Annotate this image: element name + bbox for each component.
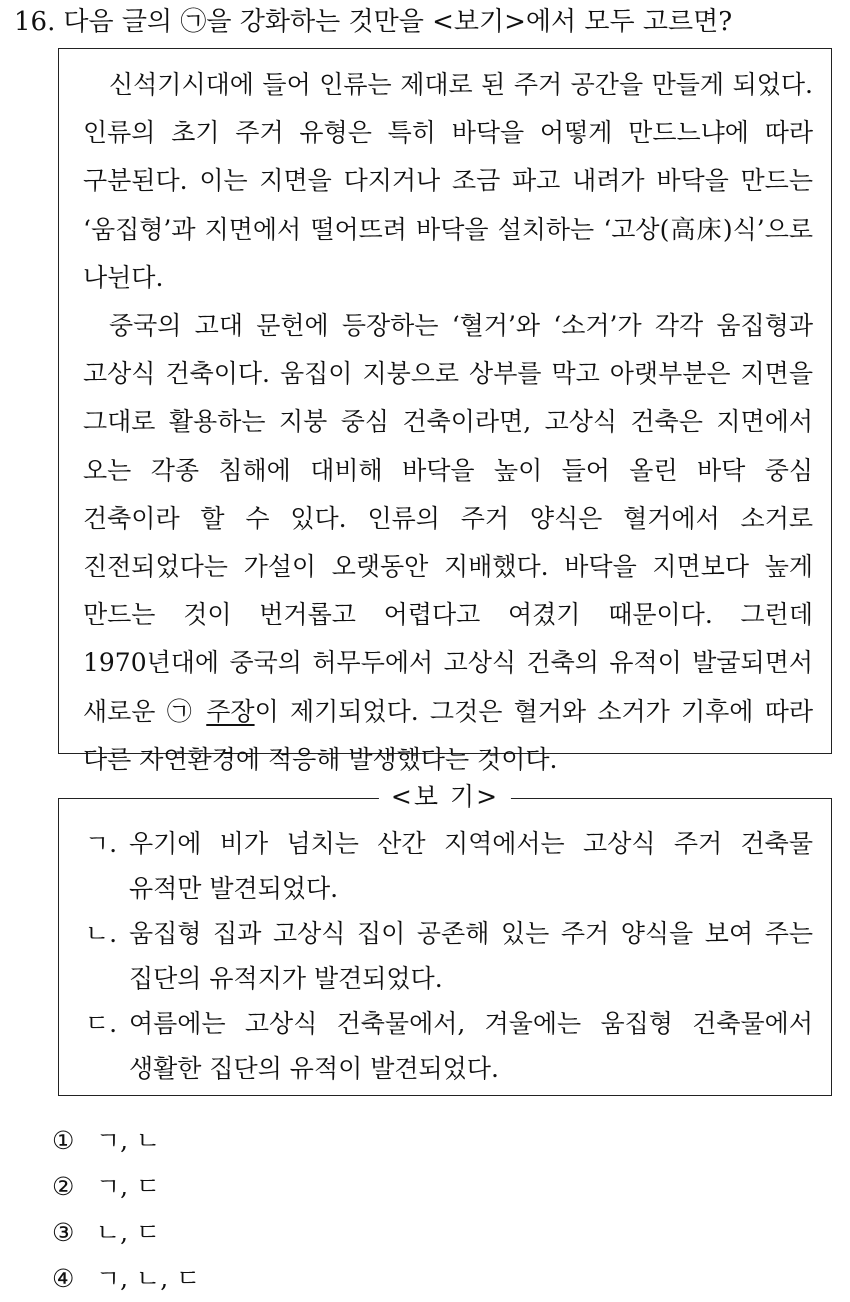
bogi-item-text: 여름에는 고상식 건축물에서, 겨울에는 움집형 건축물에서 생활한 집단의 유적이 발견되었다.: [129, 1009, 813, 1083]
bogi-item-nieun: [85, 911, 813, 1001]
bogi-item-giyeok: [85, 821, 813, 911]
passage-paragraph-2: 중국의 고대 문헌에 등장하는 ‘혈거’와 ‘소거’가 각각 움집형과 고상식 건축이다. 움집이 지붕으로 상부를 막고 아랫부분은 지면을 그대로 활용하는 지붕 중심 건축이라면, 고상식 건축은 지면에서 오는 각종 침해에 대비해 바닥을 높이 들어 올린 바닥 중심 건축이라 할 수 있다. 인류의 주거 양식은 혈거에서 소거로 진전되었다는 가설이 오랫동안 지배했다. 바닥을 지면보다 높게 만드는 것이 번거롭고 어렵다고 여겼기 때문이다. 그런데 1970년대에 중국의 허무두에서 고상식 건축의 유적이 발굴되면서 새로운 ㉠ 주장이 제기되었다. 그것은 혈거와 소거가 기후에 따라 다른 자연환경에 적응해 발생했다는 것이다.: [83, 311, 813, 774]
passage-paragraph-1: 신석기시대에 들어 인류는 제대로 된 주거 공간을 만들게 되었다. 인류의 초기 주거 유형은 특히 바닥을 어떻게 만드느냐에 따라 구분된다. 이는 지면을 다지거나 조금 파고 내려가 바닥을 만드는 ‘움집형’과 지면에서 떨어뜨려 바닥을 설치하는 ‘고상(高床)식’으로 나뉜다.: [83, 70, 813, 292]
choice-text: ㄴ, ㄷ: [96, 1218, 161, 1247]
underlined-claim: 주장: [206, 696, 255, 726]
choice-4[interactable]: [52, 1256, 200, 1302]
question-stem: [14, 4, 844, 40]
question-number: 16.: [14, 7, 56, 37]
choice-number: ④: [52, 1264, 75, 1293]
choice-number: ③: [52, 1218, 75, 1247]
choice-number: ②: [52, 1172, 75, 1201]
choice-text: ㄱ, ㄴ, ㄷ: [96, 1264, 201, 1293]
question-text: 다음 글의 ㉠을 강화하는 것만을 <보기>에서 모두 고르면?: [63, 7, 733, 37]
bogi-item-text: 우기에 비가 넘치는 산간 지역에서는 고상식 주거 건축물 유적만 발견되었다.: [129, 829, 813, 903]
choice-text: ㄱ, ㄴ: [96, 1126, 161, 1155]
bogi-title: <보 기>: [379, 779, 511, 815]
bogi-item-marker: ㄱ.: [85, 829, 118, 858]
choice-2[interactable]: [52, 1164, 200, 1210]
choice-3[interactable]: [52, 1210, 200, 1256]
choice-1[interactable]: [52, 1118, 200, 1164]
claim-marker: ㉠: [166, 696, 196, 726]
choice-text: ㄱ, ㄷ: [96, 1172, 161, 1201]
passage-box: [58, 48, 832, 774]
bogi-item-marker: ㄷ.: [85, 1009, 118, 1038]
choice-number: ①: [52, 1126, 75, 1155]
bogi-box: [58, 782, 832, 1096]
bogi-item-digeut: [85, 1001, 813, 1091]
bogi-item-text: 움집형 집과 고상식 집이 공존해 있는 주거 양식을 보여 주는 집단의 유적지가 발견되었다.: [129, 919, 813, 993]
answer-choices: [52, 1118, 200, 1302]
bogi-item-marker: ㄴ.: [85, 919, 118, 948]
